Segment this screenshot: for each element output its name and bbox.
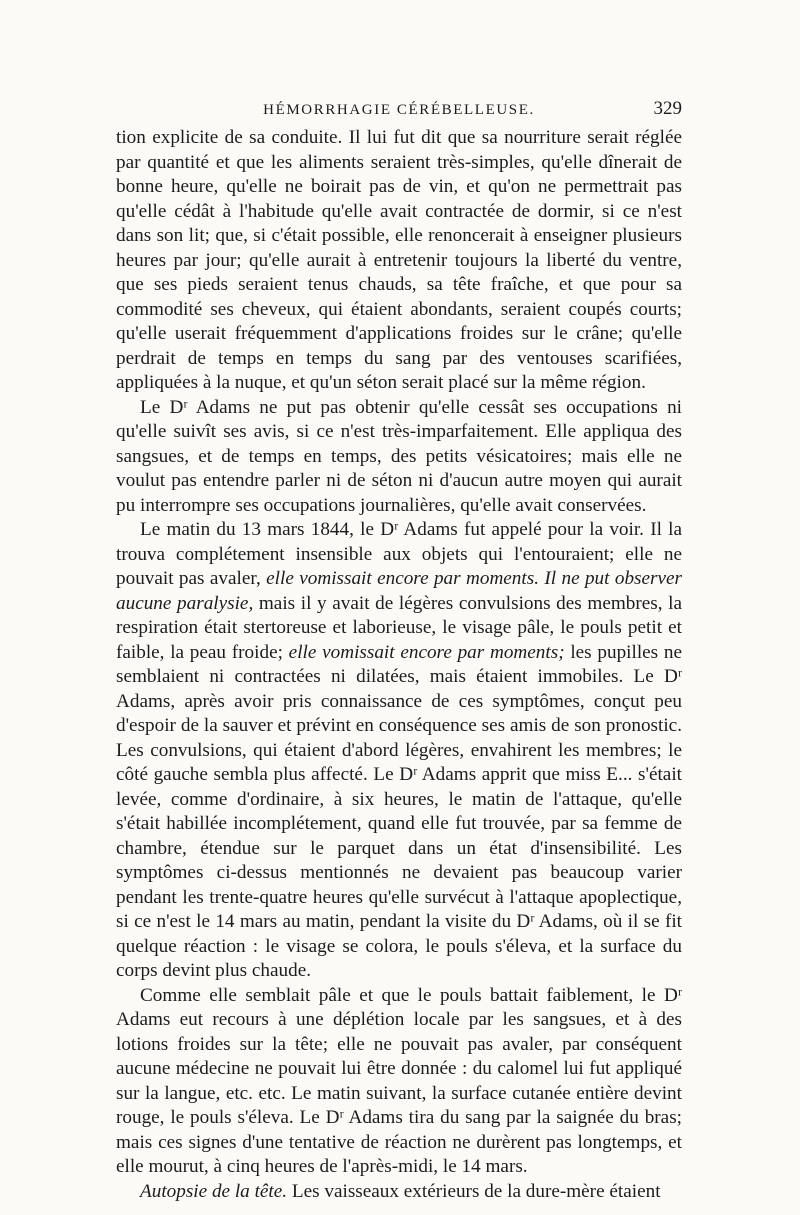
paragraph-1: tion explicite de sa conduite. Il lui fut dit que sa nourriture serait réglée par quantité et que les aliments seraient très-simples, qu'elle dînerait de bonne heure, qu'elle ne boirait pas de vin, et qu'on ne permettrait pas qu'elle cédât à l'habitude qu'elle avait contractée de dormir, si ce n'est dans son lit; que, si c'était possible, elle renoncerait à enseigner plusieurs heures par jour; qu'elle aurait à entretenir toujours la liberté du ventre, que ses pieds seraient tenus chauds, sa tête fraîche, et que pour sa commodité ses cheveux, qui étaient abondants, seraient coupés courts; qu'elle userait fréquemment d'applications froides sur le crâne; qu'elle perdrait de temps en temps du sang par des ventouses scarifiées, appliquées à la nuque, et qu'un séton serait placé sur la même région. — [116, 127, 682, 393]
paragraph-2: Le Dʳ Adams ne put pas obtenir qu'elle cessât ses occupations ni qu'elle suivît ses avis, si ce n'est très-imparfaitement. Elle appliqua des sangsues, et de temps en temps, des petits vésicatoires; mais elle ne voulut pas entendre parler ni de séton ni d'aucun autre moyen qui aurait pu interrompre ses occupations journalières, qu'elle avait conservées. — [116, 396, 682, 516]
page-header — [116, 98, 682, 124]
running-head: HÉMORRHAGIE CÉRÉBELLEUSE. — [263, 102, 535, 118]
paragraph-5 — [116, 1180, 682, 1205]
paragraph-3-italic-1: elle vomissait encore par moments. Il ne put observer aucune paralysie, — [116, 568, 682, 614]
paragraph-3-text-c: les pupilles ne semblaient ni contractées ni dilatées, mais étaient immobiles. Le Dʳ Adams, après avoir pris connaissance de ces symptômes, conçut peu d'espoir de la sauver et prévint en conséquence ses amis de son pronostic. Les convulsions, qui étaient d'abord légères, envahirent les membres; le côté gauche sembla plus affecté. Le Dʳ Adams apprit que miss E... s'était levée, comme d'ordinaire, à six heures, le matin de l'attaque, qu'elle s'était habillée incomplétement, quand elle fut trouvée, par sa femme de chambre, étendue sur le parquet dans un état d'insensibilité. Les symptômes ci-dessus mentionnés ne devaient pas beaucoup varier pendant les trente-quatre heures qu'elle survécut à l'attaque apoplectique, si ce n'est le 14 mars au matin, pendant la visite du Dʳ Adams, où il se fit quelque réaction : le visage se colora, le pouls s'éleva, et la surface du corps devint plus chaude. — [116, 641, 683, 981]
paragraph-3-text-b: mais il y avait de légères convulsions des membres, la respiration était stertoreuse et laborieuse, le visage pâle, le pouls petit et faible, la peau froide; — [116, 592, 682, 663]
paragraph-4: Comme elle semblait pâle et que le pouls battait faiblement, le Dʳ Adams eut recours à une déplétion locale par les sangsues, et à des lotions froides sur la tête; elle ne pouvait pas avaler, par conséquent aucune médecine ne pouvait lui être donnée : du calomel lui fut appliqué sur la langue, etc. etc. Le matin suivant, la surface cutanée entière devint rouge, le pouls s'éleva. Le Dʳ Adams tira du sang par la saignée du bras; mais ces signes d'une tentative de réaction ne durèrent pas longtemps, et elle mourut, à cinq heures de l'après-midi, le 14 mars. — [116, 984, 682, 1177]
paragraph-3-text-a: Le matin du 13 mars 1844, le Dʳ Adams fut appelé pour la voir. Il la trouva complétement insensible aux objets qui l'entouraient; elle ne pouvait pas avaler, — [116, 519, 682, 589]
paragraph-3 — [116, 518, 682, 984]
section-heading-autopsie: Autopsie de la tête. — [140, 1180, 288, 1202]
body-text — [116, 126, 682, 1204]
page-number: 329 — [653, 98, 682, 119]
paragraph-3-italic-2: elle vomissait encore par moments; — [288, 641, 565, 663]
paragraph-5-text: Les vaisseaux extérieurs de la dure-mère étaient — [287, 1180, 661, 1202]
